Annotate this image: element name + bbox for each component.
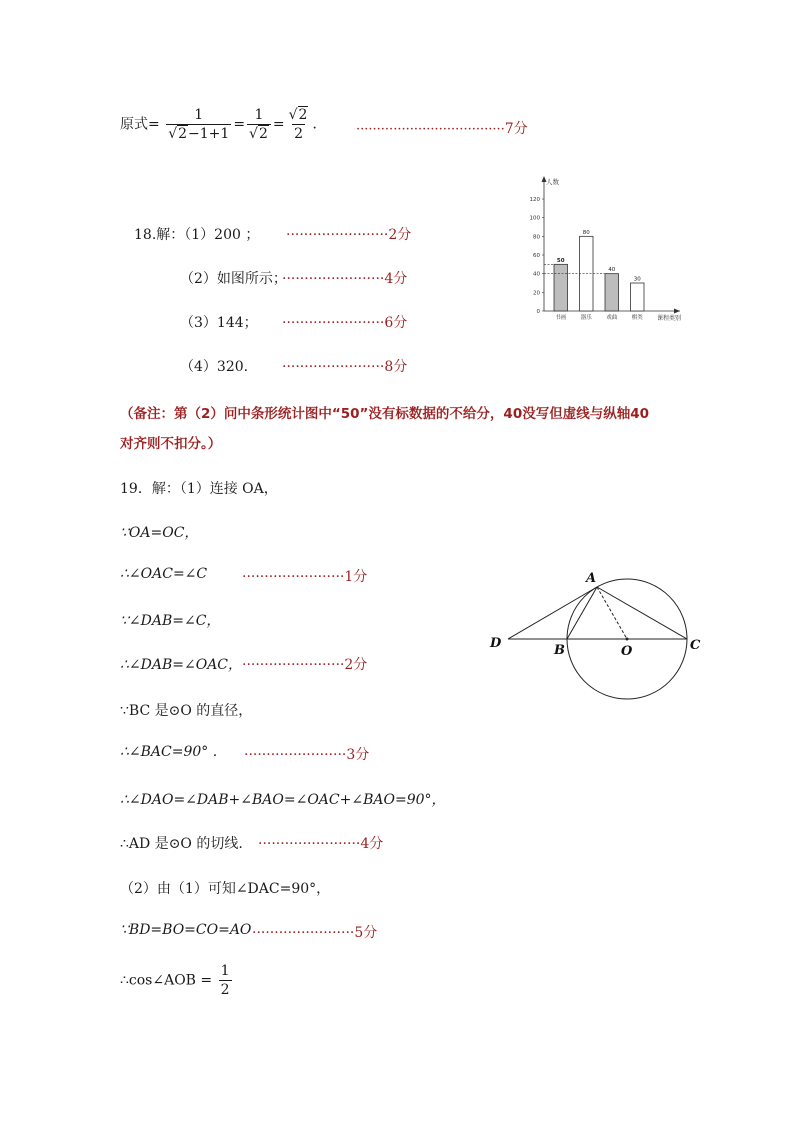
q19-line-1-text: 19．解：（1）连接 OA， [120, 481, 278, 497]
q19-line-4 [120, 610, 220, 630]
bar-chart [520, 172, 690, 324]
q18-line-1-score [286, 224, 411, 244]
q18-line-1-points: 2分 [388, 227, 412, 243]
q19-line-3 [120, 566, 207, 582]
q18-note-line-2 [120, 432, 221, 452]
chart-xlabel: 课程类别 [657, 315, 682, 322]
center-point [626, 638, 629, 641]
q17-prefix: 原式 [120, 116, 148, 133]
q18-line-3 [180, 312, 258, 332]
q19-line-7-points: 3分 [346, 747, 370, 763]
q18-line-1-text: 18.解：（1）200 ； [134, 227, 260, 243]
q19-line-9-dots: ······················· [258, 836, 361, 852]
q19-line-1 [120, 478, 278, 498]
circle-figure [484, 566, 710, 702]
chart-ytick-label-100: 100 [529, 215, 540, 222]
q19-line-9 [120, 833, 243, 853]
q19-line-7 [120, 744, 217, 760]
q17-score-line [356, 118, 528, 138]
q18-line-3-text: （3）144； [180, 315, 258, 331]
q19-line-7-dots: ······················· [244, 747, 347, 763]
q17-frac-3-rad: 2 [298, 107, 308, 123]
q17-eq-3: = [272, 116, 285, 133]
q17-dots: ···································· [356, 122, 505, 137]
q19-line-7-score [244, 744, 369, 764]
q19-line-5-text: ∴∠DAB=∠OAC， [120, 657, 243, 673]
chart-bar-label-0: 50 [556, 257, 565, 264]
q19-line-9-text: ∴AD 是⊙O 的切线. [120, 836, 243, 852]
q17-frac-1-rad: 2 [178, 126, 188, 142]
segment-ac [597, 587, 687, 639]
q18-line-3-dots: ······················· [282, 315, 385, 331]
chart-ytick-label-120: 120 [529, 197, 540, 203]
chart-bar-0 [554, 264, 568, 311]
label-b: B [554, 643, 565, 658]
q19-line-2-text: ∵OA=OC， [120, 525, 199, 541]
q18-note-text-1: （备注：第（2）问中条形统计图中“50”没有标数据的不给分，40没写但虚线与纵轴40 [120, 406, 649, 422]
q18-line-4-dots: ······················· [282, 359, 385, 375]
chart-category-1: 器乐 [580, 315, 592, 321]
chart-category-0: 书画 [555, 315, 567, 321]
q17-frac-1-den: √2−1+1 [168, 126, 230, 142]
q18-line-3-points: 6分 [384, 315, 408, 331]
q17-frac-3 [287, 106, 311, 143]
q19-line-3-text: ∴∠OAC=∠C [120, 566, 208, 582]
q17-frac-2 [247, 106, 271, 143]
label-c: C [690, 638, 701, 653]
q18-line-1 [134, 224, 259, 244]
q19-last-den: 2 [220, 982, 230, 998]
q19-line-4-text: ∵∠DAB=∠C， [120, 613, 221, 629]
q18-line-4-text: （4）320. [180, 359, 249, 375]
q19-line-11-points: 5分 [354, 925, 378, 941]
q19-line-11-score [252, 922, 377, 942]
q17-formula [120, 106, 326, 143]
chart-category-2: 戏曲 [606, 315, 618, 321]
chart-category-3: 棋类 [631, 315, 643, 321]
q18-line-4 [180, 356, 248, 376]
q17-end: ． [312, 116, 327, 133]
q19-last-num: 1 [220, 963, 230, 979]
chart-bar-label-2: 40 [608, 267, 616, 274]
chart-bar-3 [631, 283, 645, 311]
q19-line-9-points: 4分 [360, 836, 384, 852]
q17-frac-2-den: √2 [247, 124, 271, 143]
q19-line-10 [120, 878, 330, 898]
q17-frac-2-rad: 2 [258, 126, 268, 142]
segment-ab [567, 587, 597, 639]
q17-frac-1 [166, 106, 231, 143]
q17-score: 7分 [504, 121, 528, 137]
chart-ytick-label-0: 0 [536, 309, 540, 315]
q19-line-5 [120, 654, 242, 674]
q17-frac-3-den: 2 [294, 126, 303, 142]
q19-line-10-text: （2）由（1）可知∠DAC=90°， [120, 881, 331, 897]
q19-line-3-points: 1分 [344, 569, 368, 585]
q17-frac-1-num: 1 [194, 107, 204, 123]
chart-ylabel: 人数 [546, 178, 559, 186]
q19-line-11 [120, 922, 251, 938]
q19-line-11-text: ∵BD=BO=CO=AO [120, 922, 252, 938]
chart-bar-2 [605, 274, 619, 311]
q18-line-4-points: 8分 [384, 359, 408, 375]
q17-frac-2-num: 1 [254, 107, 264, 123]
q18-note-text-2: 对齐则不扣分。） [120, 436, 222, 452]
chart-x-arrow [674, 309, 680, 314]
q19-line-5-score [242, 654, 367, 674]
q19-line-5-points: 2分 [344, 657, 368, 673]
chart-ytick-label-60: 60 [533, 253, 540, 259]
q18-line-4-score [282, 356, 407, 376]
q18-line-3-score [282, 312, 407, 332]
chart-bar-label-1: 80 [582, 229, 590, 236]
label-o: O [621, 644, 633, 659]
chart-ytick-label-40: 40 [533, 271, 540, 278]
q17-eq-1: = [148, 116, 160, 133]
q19-line-11-dots: ······················· [252, 925, 355, 941]
q18-line-2-score [282, 268, 407, 288]
segment-ao-dashed [597, 587, 627, 639]
q19-line-6-text: ∵BC 是⊙O 的直径， [120, 703, 253, 719]
q18-line-1-dots: ······················· [286, 227, 389, 243]
q19-line-2 [120, 522, 198, 542]
label-a: A [586, 571, 597, 586]
q18-line-2-dots: ······················· [282, 271, 385, 287]
q18-line-2-points: 4分 [384, 271, 408, 287]
q18-note-line-1 [120, 402, 649, 422]
q19-line-8-text: ∴∠DAO=∠DAB+∠BAO=∠OAC+∠BAO=90°， [120, 792, 446, 808]
q17-frac-1-tail: −1+1 [188, 126, 230, 142]
q19-line-6 [120, 700, 252, 720]
q17-frac-3-num: √2 [288, 107, 308, 123]
q19-last-prefix: ∴cos∠AOB = [120, 972, 213, 989]
q19-line-9-score [258, 833, 383, 853]
chart-ytick-label-80: 80 [533, 234, 540, 241]
q19-line-5-dots: ······················· [242, 657, 345, 673]
chart-bar-label-3: 30 [633, 276, 641, 283]
label-d: D [490, 636, 502, 651]
q19-line-8 [120, 789, 446, 809]
q19-last-frac [219, 962, 232, 999]
q19-line-3-score [242, 566, 367, 586]
segment-da [508, 587, 597, 639]
q18-line-2 [180, 268, 287, 288]
chart-ytick-label-20: 20 [533, 290, 540, 297]
q19-last-line [120, 962, 234, 999]
q18-line-2-text: （2）如图所示； [180, 271, 287, 287]
q19-line-7-text: ∴∠BAC=90° . [120, 744, 218, 760]
q17-eq-2: = [233, 116, 246, 133]
q19-line-3-dots: ······················· [242, 569, 345, 585]
